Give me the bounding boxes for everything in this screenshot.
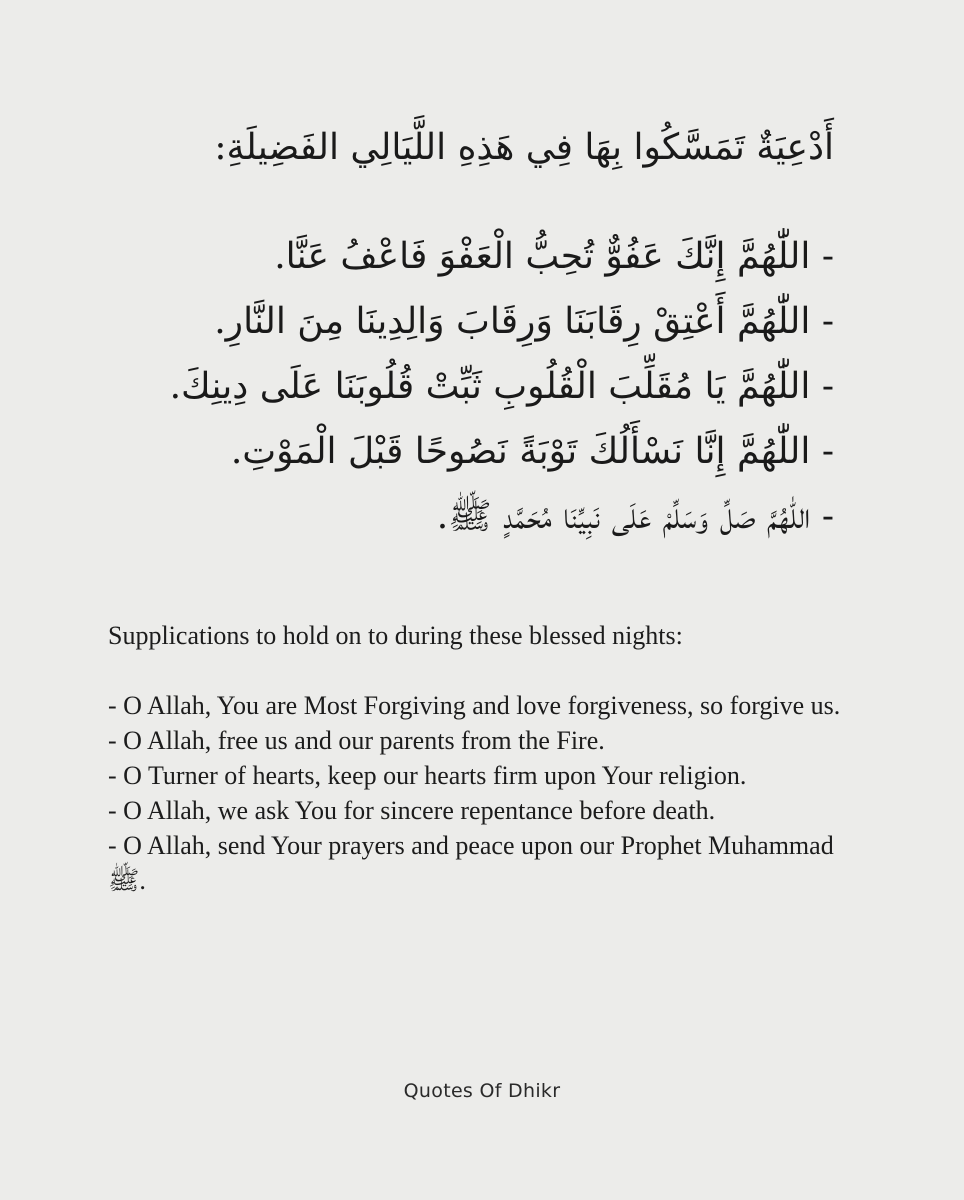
arabic-supplication: - اللّٰهُمَّ إِنَّا نَسْأَلُكَ تَوْبَةً نَصُوحًا قَبْلَ الْمَوْتِ. — [230, 431, 834, 472]
english-supplication: - O Allah, free us and our parents from the Fire. — [108, 726, 605, 755]
arabic-supplication-list — [74, 224, 834, 549]
english-section — [108, 618, 848, 898]
english-supplication: - O Turner of hearts, keep our hearts firm upon Your religion. — [108, 761, 747, 790]
arabic-supplication: - اللّٰهُمَّ يَا مُقَلِّبَ الْقُلُوبِ ثَبِّتْ قُلُوبَنَا عَلَى دِينِكَ. — [169, 366, 834, 407]
english-supplication-list — [108, 688, 848, 898]
arabic-title: أَدْعِيَةٌ تَمَسَّكُوا بِهَا فِي هَذِهِ اللَّيَالِي الفَضِيلَةِ: — [214, 127, 834, 168]
arabic-supplication: - اللّٰهُمَّ أَعْتِقْ رِقَابَنَا وَرِقَابَ وَالِدِينَا مِنَ النَّارِ. — [214, 301, 834, 342]
english-supplication: - O Allah, You are Most Forgiving and love forgiveness, so forgive us. — [108, 691, 841, 720]
footer-brand: Quotes Of Dhikr — [403, 1080, 561, 1102]
arabic-supplication: - اللّٰهُمَّ صَلِّ وَسَلِّمْ عَلَى نَبِيِّنَا مُحَمَّدٍ ﷺ. — [436, 496, 834, 537]
arabic-section — [74, 112, 834, 549]
english-title: Supplications to hold on to during these blessed nights: — [108, 621, 683, 650]
english-supplication: - O Allah, send Your prayers and peace upon our Prophet Muhammad ﷺ. — [108, 831, 834, 895]
english-supplication: - O Allah, we ask You for sincere repentance before death. — [108, 796, 716, 825]
arabic-supplication: - اللّٰهُمَّ إِنَّكَ عَفُوٌّ تُحِبُّ الْعَفْوَ فَاعْفُ عَنَّا. — [274, 236, 834, 277]
